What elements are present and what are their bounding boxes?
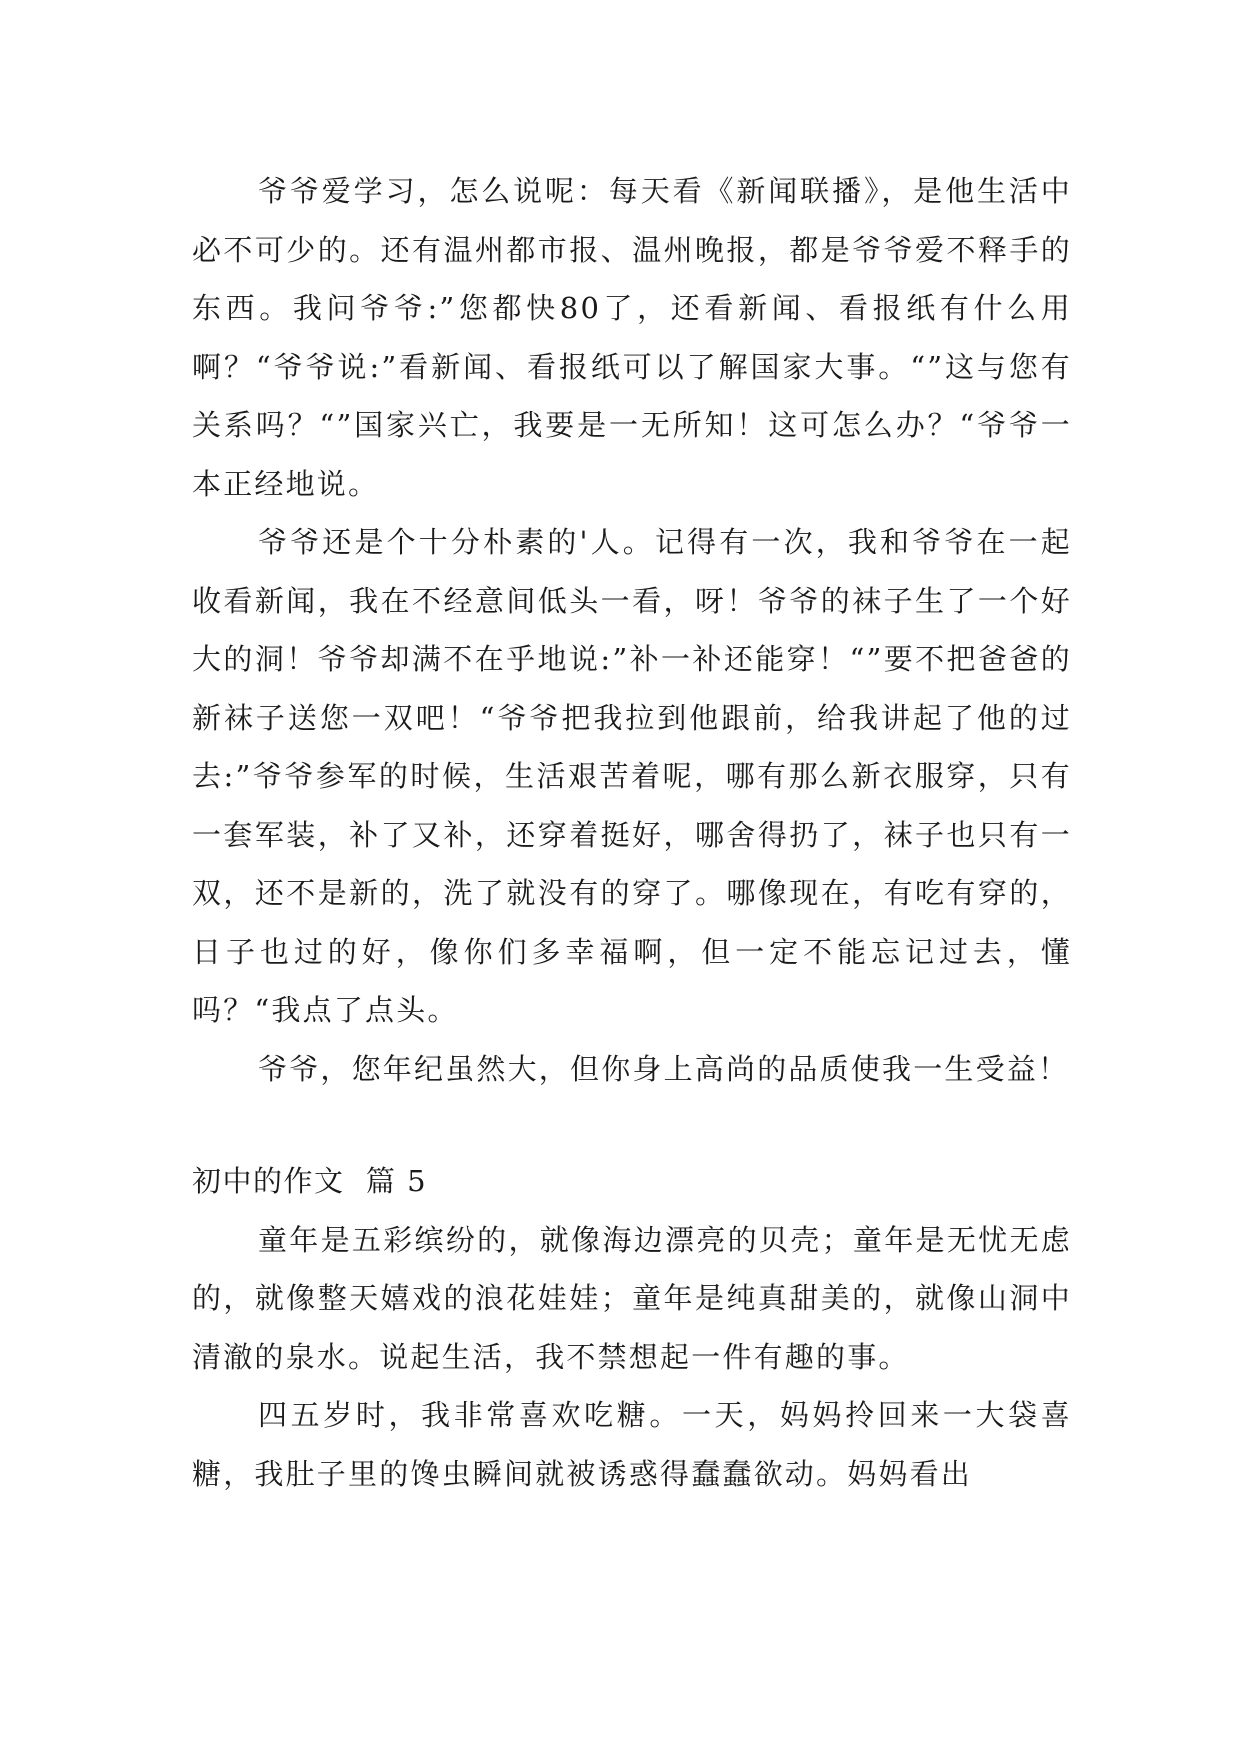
section-gap [192, 1098, 1072, 1152]
paragraph: 爷爷还是个十分朴素的'人。记得有一次，我和爷爷在一起收看新闻，我在不经意间低头一看，呀！爷爷的袜子生了一个好大的洞！爷爷却满不在乎地说:”补一补还能穿！“”要不把爸爸的新袜子送您一双吧！“爷爷把我拉到他跟前，给我讲起了他的过去:”爷爷参军的时候，生活艰苦着呢，哪有那么新衣服穿，只有一套军装，补了又补，还穿着挺好，哪舍得扔了，袜子也只有一双，还不是新的，洗了就没有的穿了。哪像现在，有吃有穿的，日子也过的好，像你们多幸福啊，但一定不能忘记过去，懂吗？“我点了点头。 [192, 525, 1072, 1027]
paragraph: 爷爷爱学习，怎么说呢：每天看《新闻联播》，是他生活中必不可少的。还有温州都市报、温州晚报，都是爷爷爱不释手的东西。我问爷爷:”您都快80了，还看新闻、看报纸有什么用啊？“爷爷说:”看新闻、看报纸可以了解国家大事。“”这与您有关系吗？“”国家兴亡，我要是一无所知！这可怎么办？“爷爷一本正经地说。 [192, 174, 1072, 501]
paragraph: 爷爷，您年纪虽然大，但你身上高尚的品质使我一生受益！ [258, 1051, 1070, 1086]
document-page [192, 162, 1072, 1503]
paragraph: 童年是五彩缤纷的，就像海边漂亮的贝壳；童年是无忧无虑的，就像整天嬉戏的浪花娃娃；童年是纯真甜美的，就像山洞中清澈的泉水。说起生活，我不禁想起一件有趣的事。 [192, 1222, 1072, 1374]
paragraph: 四五岁时，我非常喜欢吃糖。一天，妈妈拎回来一大袋喜糖，我肚子里的馋虫瞬间就被诱惑得蠢蠢欲动。妈妈看出 [192, 1398, 1072, 1491]
section-title: 初中的作文 篇 5 [192, 1164, 428, 1198]
